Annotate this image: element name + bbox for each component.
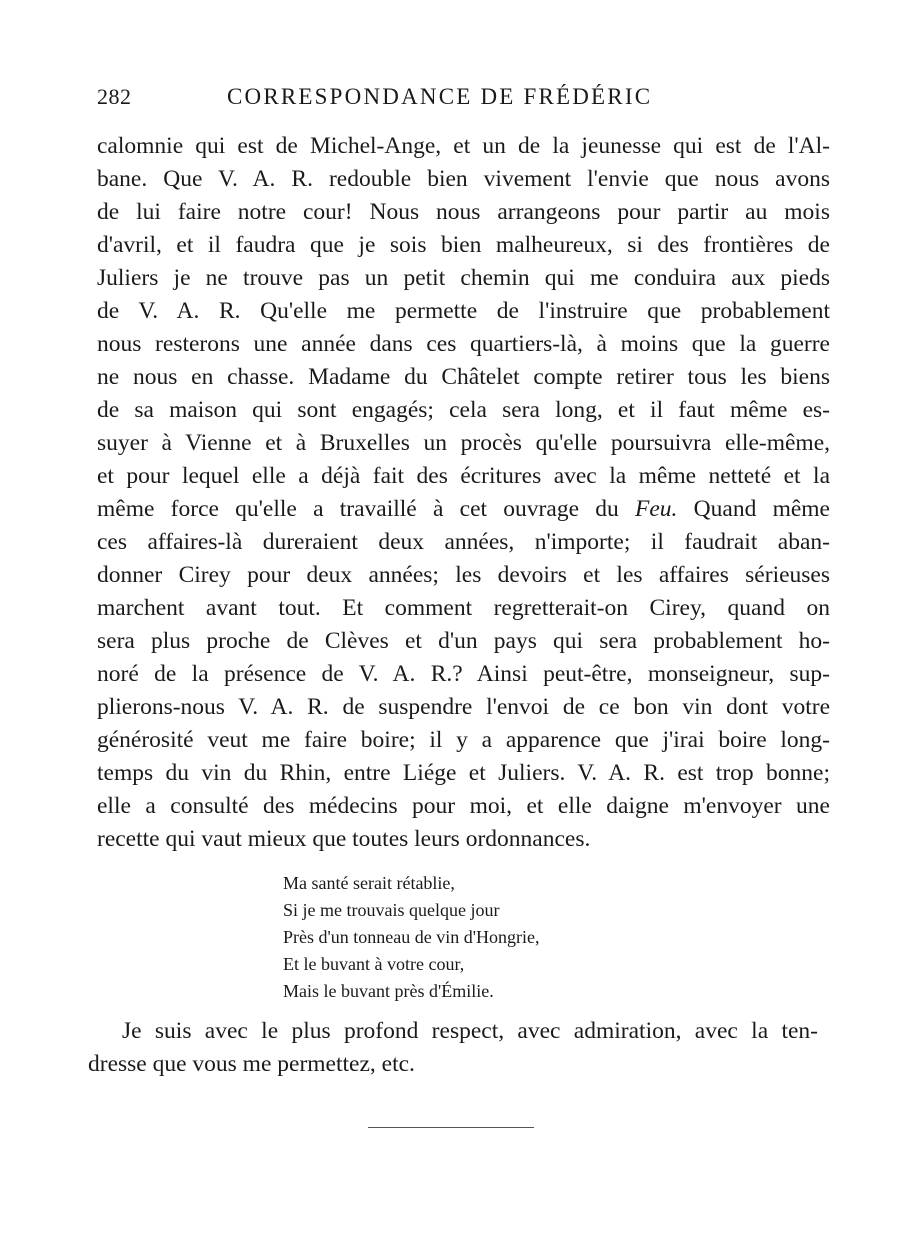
verse-line: Ma santé serait rétablie, [283, 873, 455, 893]
body-line: bane. Que V. A. R. redouble bien vivement l'envie que nous avons [97, 166, 830, 192]
body-line: ces affaires-là dureraient deux années, n'importe; il faudrait aban- [97, 529, 830, 555]
body-line: d'avril, et il faudra que je sois bien malheureux, si des frontières de [97, 232, 830, 258]
body-line: de V. A. R. Qu'elle me permette de l'instruire que probablement [97, 298, 830, 324]
body-line: et pour lequel elle a déjà fait des écritures avec la même netteté et la [97, 463, 830, 489]
body-line: recette qui vaut mieux que toutes leurs ordonnances. [97, 826, 591, 852]
body-line: elle a consulté des médecins pour moi, et elle daigne m'envoyer une [97, 793, 830, 819]
body-line: sera plus proche de Clèves et d'un pays qui sera probablement ho- [97, 628, 830, 654]
body-line-feu [97, 493, 830, 526]
body-line: nous resterons une année dans ces quartiers-là, à moins que la guerre [97, 331, 830, 357]
body-line: de sa maison qui sont engagés; cela sera long, et il faut même es- [97, 397, 830, 423]
body-line: ne nous en chasse. Madame du Châtelet compte retirer tous les biens [97, 364, 830, 390]
running-title: CORRESPONDANCE DE FRÉDÉRIC [227, 84, 653, 109]
italic-title-feu: Feu. [635, 496, 678, 522]
verse-line: Près d'un tonneau de vin d'Hongrie, [283, 927, 540, 947]
body-line: générosité veut me faire boire; il y a apparence que j'irai boire long- [97, 727, 830, 753]
body-line: de lui faire notre cour! Nous nous arrangeons pour partir au mois [97, 199, 830, 225]
verse-block [283, 870, 683, 1005]
verse-line: Si je me trouvais quelque jour [283, 900, 500, 920]
body-line: marchent avant tout. Et comment regretterait-on Cirey, quand on [97, 595, 830, 621]
page-number: 282 [97, 84, 132, 109]
closing-paragraph [88, 1015, 818, 1081]
section-divider [368, 1127, 534, 1128]
body-line: temps du vin du Rhin, entre Liége et Juliers. V. A. R. est trop bonne; [97, 760, 830, 786]
verse-line: Mais le buvant près d'Émilie. [283, 981, 494, 1001]
body-line: noré de la présence de V. A. R.? Ainsi peut-être, monseigneur, sup- [97, 661, 830, 687]
body-line: suyer à Vienne et à Bruxelles un procès qu'elle poursuivra elle-même, [97, 430, 830, 456]
closing-line: Je suis avec le plus profond respect, avec admiration, avec la ten- [122, 1018, 818, 1044]
body-line-feu-start: même force qu'elle a travaillé à cet ouvrage du [97, 496, 635, 522]
letter-body [97, 130, 830, 856]
body-line: Juliers je ne trouve pas un petit chemin qui me conduira aux pieds [97, 265, 830, 291]
running-head [97, 84, 830, 114]
body-line: donner Cirey pour deux années; les devoirs et les affaires sérieuses [97, 562, 830, 588]
body-line-feu-end: Quand même [677, 496, 830, 522]
closing-line: dresse que vous me permettez, etc. [88, 1051, 415, 1077]
verse-line: Et le buvant à votre cour, [283, 954, 465, 974]
body-line: plierons-nous V. A. R. de suspendre l'envoi de ce bon vin dont votre [97, 694, 830, 720]
body-line: calomnie qui est de Michel-Ange, et un de la jeunesse qui est de l'Al- [97, 133, 830, 159]
